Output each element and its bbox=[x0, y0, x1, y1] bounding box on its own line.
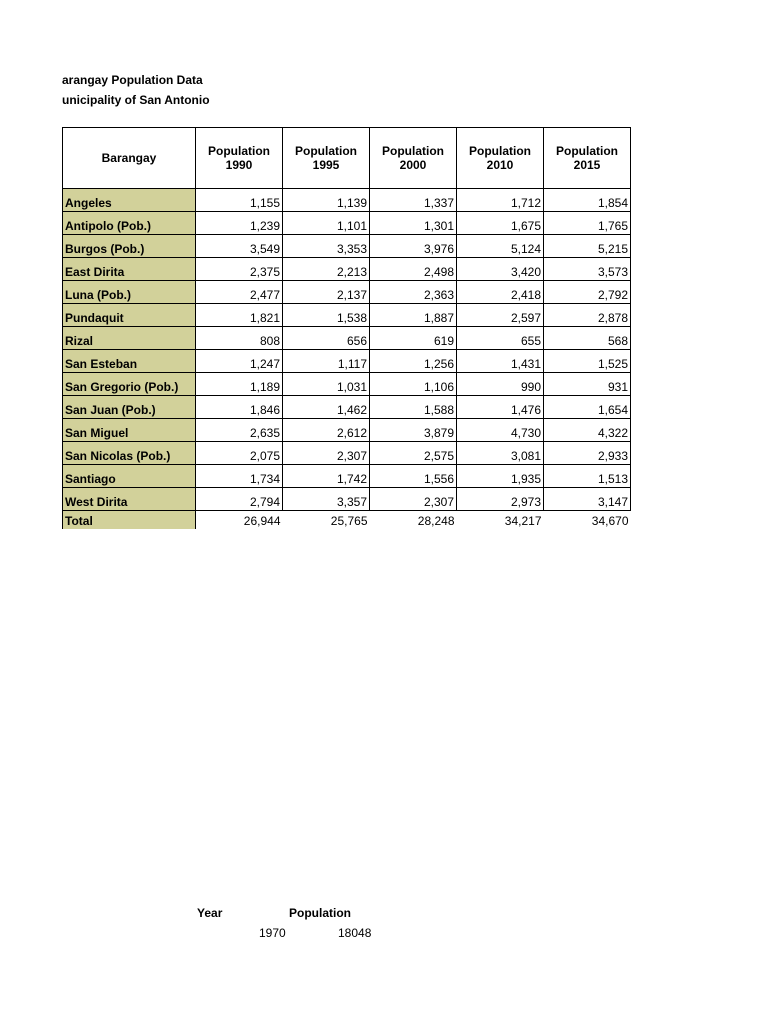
population-value: 3,879 bbox=[370, 419, 457, 442]
population-value: 1,525 bbox=[544, 350, 631, 373]
population-value: 1,765 bbox=[544, 212, 631, 235]
population-value: 3,357 bbox=[283, 488, 370, 511]
barangay-name: Pundaquit bbox=[63, 304, 196, 327]
population-value: 2,933 bbox=[544, 442, 631, 465]
population-value: 3,976 bbox=[370, 235, 457, 258]
population-value: 1,239 bbox=[196, 212, 283, 235]
population-value: 2,363 bbox=[370, 281, 457, 304]
table-row bbox=[63, 419, 631, 442]
header-pop-2015-label: Population 2015 bbox=[556, 144, 618, 172]
population-value: 655 bbox=[457, 327, 544, 350]
population-value: 1,155 bbox=[196, 189, 283, 212]
population-value: 3,081 bbox=[457, 442, 544, 465]
population-value: 5,124 bbox=[457, 235, 544, 258]
table-body bbox=[63, 189, 631, 530]
population-value: 1,556 bbox=[370, 465, 457, 488]
population-value: 1,476 bbox=[457, 396, 544, 419]
barangay-name: Santiago bbox=[63, 465, 196, 488]
table-row bbox=[63, 442, 631, 465]
total-value: 28,248 bbox=[417, 514, 455, 528]
barangay-name: San Miguel bbox=[63, 419, 196, 442]
header-barangay bbox=[63, 128, 196, 189]
population-value: 1,588 bbox=[370, 396, 457, 419]
population-value: 2,878 bbox=[544, 304, 631, 327]
header-pop-2000 bbox=[370, 128, 457, 189]
population-value: 2,075 bbox=[196, 442, 283, 465]
barangay-name: East Dirita bbox=[63, 258, 196, 281]
population-value: 1,256 bbox=[370, 350, 457, 373]
population-value: 1,742 bbox=[283, 465, 370, 488]
barangay-name: Luna (Pob.) bbox=[63, 281, 196, 304]
total-value: 25,765 bbox=[330, 514, 368, 528]
barangay-name: Angeles bbox=[63, 189, 196, 212]
population-value: 2,635 bbox=[196, 419, 283, 442]
population-value: 1,106 bbox=[370, 373, 457, 396]
population-value: 2,973 bbox=[457, 488, 544, 511]
population-value: 3,420 bbox=[457, 258, 544, 281]
population-value: 3,549 bbox=[196, 235, 283, 258]
population-value: 1,301 bbox=[370, 212, 457, 235]
barangay-name: San Esteban bbox=[63, 350, 196, 373]
population-value: 1,139 bbox=[283, 189, 370, 212]
barangay-name: Burgos (Pob.) bbox=[63, 235, 196, 258]
population-value: 3,353 bbox=[283, 235, 370, 258]
title-line-1: arangay Population Data bbox=[62, 73, 203, 87]
population-value: 1,031 bbox=[283, 373, 370, 396]
table-row bbox=[63, 235, 631, 258]
population-table bbox=[62, 127, 631, 529]
population-value: 1,462 bbox=[283, 396, 370, 419]
table-row bbox=[63, 281, 631, 304]
population-value: 1,887 bbox=[370, 304, 457, 327]
population-value: 2,375 bbox=[196, 258, 283, 281]
population-label: Population bbox=[289, 906, 351, 920]
population-value: 2,418 bbox=[457, 281, 544, 304]
barangay-name: San Nicolas (Pob.) bbox=[63, 442, 196, 465]
total-label: Total bbox=[63, 511, 196, 530]
barangay-name: San Juan (Pob.) bbox=[63, 396, 196, 419]
header-pop-1990 bbox=[196, 128, 283, 189]
table-header-row bbox=[63, 128, 631, 189]
header-pop-1995 bbox=[283, 128, 370, 189]
table-row bbox=[63, 465, 631, 488]
population-value: 1,654 bbox=[544, 396, 631, 419]
population-value: 2,307 bbox=[370, 488, 457, 511]
header-pop-1990-label: Population 1990 bbox=[208, 144, 270, 172]
barangay-name: Rizal bbox=[63, 327, 196, 350]
header-pop-1995-label: Population 1995 bbox=[295, 144, 357, 172]
barangay-name: West Dirita bbox=[63, 488, 196, 511]
population-value: 2,612 bbox=[283, 419, 370, 442]
population-value: 2,137 bbox=[283, 281, 370, 304]
population-value: 1,247 bbox=[196, 350, 283, 373]
population-value: 808 bbox=[196, 327, 283, 350]
population-value: 3,573 bbox=[544, 258, 631, 281]
table-row bbox=[63, 373, 631, 396]
population-value: 1,513 bbox=[544, 465, 631, 488]
population-value: 1,538 bbox=[283, 304, 370, 327]
population-value: 18048 bbox=[338, 926, 372, 940]
population-value: 2,792 bbox=[544, 281, 631, 304]
population-value: 1,117 bbox=[283, 350, 370, 373]
population-value: 3,147 bbox=[544, 488, 631, 511]
population-value: 2,477 bbox=[196, 281, 283, 304]
barangay-name: Antipolo (Pob.) bbox=[63, 212, 196, 235]
population-value: 1,712 bbox=[457, 189, 544, 212]
population-value: 2,498 bbox=[370, 258, 457, 281]
header-pop-2015 bbox=[544, 128, 631, 189]
header-barangay-label: Barangay bbox=[101, 151, 157, 165]
total-value: 34,670 bbox=[591, 514, 629, 528]
population-value: 1,675 bbox=[457, 212, 544, 235]
population-value: 1,337 bbox=[370, 189, 457, 212]
title-block bbox=[62, 70, 210, 110]
table-row bbox=[63, 258, 631, 281]
barangay-name: San Gregorio (Pob.) bbox=[63, 373, 196, 396]
header-pop-2010-label: Population 2010 bbox=[469, 144, 531, 172]
population-value: 568 bbox=[544, 327, 631, 350]
table-row bbox=[63, 304, 631, 327]
population-value: 656 bbox=[283, 327, 370, 350]
population-value: 2,794 bbox=[196, 488, 283, 511]
title-line-2: unicipality of San Antonio bbox=[62, 93, 210, 107]
header-pop-2000-label: Population 2000 bbox=[382, 144, 444, 172]
population-value: 931 bbox=[544, 373, 631, 396]
population-value: 4,322 bbox=[544, 419, 631, 442]
table-row bbox=[63, 488, 631, 511]
table-row bbox=[63, 396, 631, 419]
header-pop-2010 bbox=[457, 128, 544, 189]
table-row bbox=[63, 189, 631, 212]
population-value: 619 bbox=[370, 327, 457, 350]
population-value: 1,935 bbox=[457, 465, 544, 488]
population-value: 2,597 bbox=[457, 304, 544, 327]
total-row bbox=[63, 511, 631, 530]
population-value: 1,846 bbox=[196, 396, 283, 419]
population-value: 5,215 bbox=[544, 235, 631, 258]
population-value: 1,854 bbox=[544, 189, 631, 212]
population-value: 1,101 bbox=[283, 212, 370, 235]
population-value: 4,730 bbox=[457, 419, 544, 442]
population-value: 2,307 bbox=[283, 442, 370, 465]
population-value: 2,575 bbox=[370, 442, 457, 465]
population-value: 1,431 bbox=[457, 350, 544, 373]
population-value: 1,189 bbox=[196, 373, 283, 396]
table-row bbox=[63, 350, 631, 373]
table-row bbox=[63, 327, 631, 350]
population-value: 990 bbox=[457, 373, 544, 396]
year-label: Year bbox=[197, 906, 223, 920]
population-value: 1,734 bbox=[196, 465, 283, 488]
table-row bbox=[63, 212, 631, 235]
population-value: 1,821 bbox=[196, 304, 283, 327]
total-value: 26,944 bbox=[243, 514, 281, 528]
population-value: 2,213 bbox=[283, 258, 370, 281]
year-value: 1970 bbox=[259, 926, 286, 940]
total-value: 34,217 bbox=[504, 514, 542, 528]
